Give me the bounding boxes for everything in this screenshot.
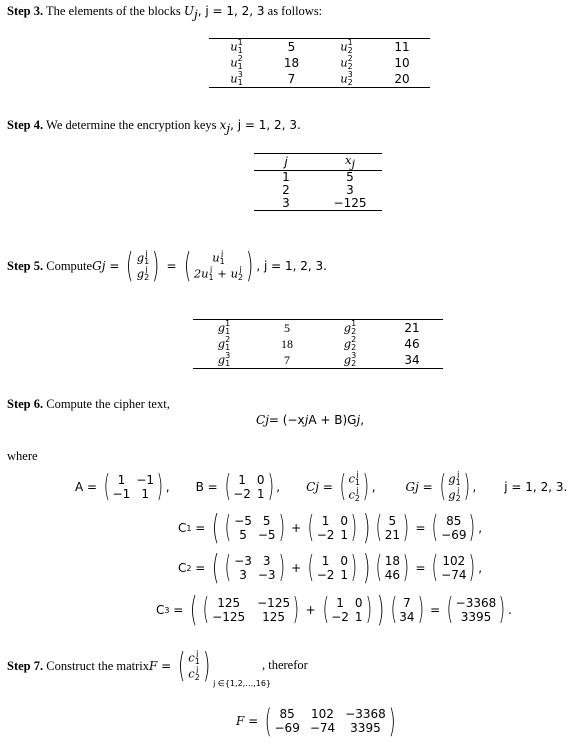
c3-equation: C 3 = ( ( 125 −125 −125 125 ) + ( 1 0 −2 1 ) ) ( 7 34 ) = ( −3368 3395 ) . <box>156 590 512 630</box>
step4-table <box>254 153 382 211</box>
table-row: u 2 1 18 u 2 2 10 <box>230 54 410 71</box>
cipher-formula: C j = (−x j A + B)G j , <box>256 413 365 427</box>
step5-label: Step 5. <box>7 258 44 273</box>
step3-sym: U <box>183 4 194 18</box>
step3-tail: as follows: <box>267 4 323 18</box>
vector-cj: ( c j 1 c j 2 ) <box>178 646 211 686</box>
step4-label: Step 4. <box>7 118 44 132</box>
matrix-A-cells: 1 −1 −1 1 <box>112 473 155 501</box>
step6-line: Step 6. Compute the cipher text, <box>7 397 170 411</box>
definitions-row: A = ( 1 −1 −1 1 ) , B = ( 1 0 −2 1 ) , C j = ( c j 1 c j 2 ) , G j = ( g j 1 g j 2 ) , j = 1, 2, 3. <box>75 469 568 504</box>
step3-table <box>209 38 430 88</box>
vector-Cj: ( c j 1 c j 2 ) <box>339 469 370 504</box>
step6-label: Step 6. <box>7 397 44 411</box>
vector-Gj: ( g j 1 g j 2 ) <box>439 469 470 504</box>
step4-range: , j = 1, 2, 3. <box>230 118 301 132</box>
step7-tail: , therefor <box>262 658 308 672</box>
table-row: 1 5 <box>282 170 354 185</box>
c2-equation: C 2 = ( ( −3 3 3 −3 ) + ( 1 0 −2 1 ) ) ( 18 46 ) = ( 102 −74 ) , <box>178 548 483 588</box>
matrix-F: ( 85 102 −3368 −69 −74 3395 ) <box>264 702 396 740</box>
step4-sym: x <box>219 118 227 132</box>
f-equation: F = ( 85 102 −3368 −69 −74 3395 ) <box>236 702 398 740</box>
table-row: g 1 1 5 g 1 2 21 <box>193 320 443 337</box>
step5-table <box>193 319 443 369</box>
table-row: 2 3 <box>282 183 354 198</box>
matrix-A: ( 1 −1 −1 1 ) <box>103 469 164 504</box>
step7-range: j ∈{1,2,…,16} <box>213 679 272 688</box>
step3-label: Step 3. <box>7 4 44 18</box>
step7-label: Step 7. <box>7 658 44 673</box>
table-row: 3 −125 <box>254 197 382 211</box>
step3-sub: j <box>193 7 198 22</box>
table-row: u 3 1 7 u 3 2 20 <box>209 71 430 88</box>
step5-line: Step 5. Compute G j = ( g j 1 g j 2 ) = ( u j 1 2u j 1 + u j 2 ) , j = 1, 2, 3. <box>7 246 327 286</box>
table-row: u 1 1 5 u 1 2 11 <box>209 39 430 56</box>
c1-equation: C 1 = ( ( −5 5 5 −5 ) + ( 1 0 −2 1 ) ) ( 5 21 ) = ( 85 −69 ) , <box>178 508 483 548</box>
step3-line <box>7 4 322 22</box>
step4-line: Step 4. We determine the encryption keys $x_j$, j = 1, 2, 3. <box>7 118 301 136</box>
step5-u-vector: ( u j 1 2u j 1 + u j 2 ) <box>183 246 254 286</box>
table-header: j $x_j$ <box>254 154 382 171</box>
table-row: g 2 1 18 g 2 2 46 <box>217 335 420 352</box>
step4-text: We determine the encryption keys <box>46 118 220 132</box>
table-row: g 3 1 7 g 3 2 34 <box>193 352 443 369</box>
matrix-B: ( 1 0 −2 1 ) <box>224 469 274 504</box>
where-text: where <box>7 449 38 463</box>
step5-g-vector: ( g j 1 g j 2 ) <box>126 246 160 286</box>
step3-text: The elements of the blocks <box>46 4 184 18</box>
step3-range: , j = 1, 2, 3 <box>197 4 265 18</box>
step7-line: Step 7. Construct the matrix F = ( c j 1 c j 2 ) j ∈{1,2,…,16} <box>7 646 272 688</box>
